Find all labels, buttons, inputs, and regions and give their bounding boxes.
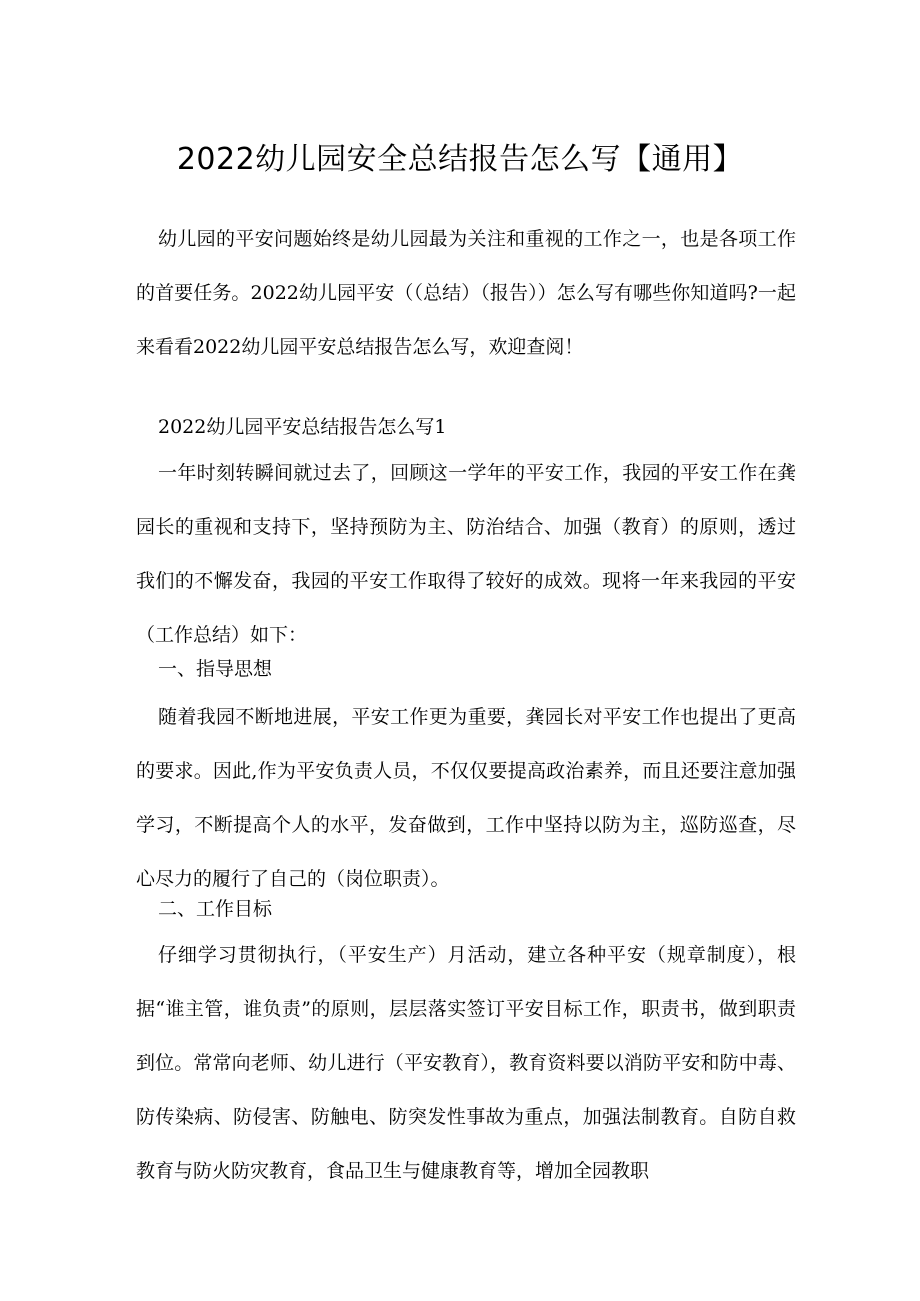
paragraph-guiding-ideology: 随着我园不断地进展，平安工作更为重要，龚园长对平安工作也提出了更高的要求。因此,作为平安负责人员，不仅仅要提高政治素养，而且还要注意加强学习，不断提高个人的水平，发奋做到，工作中坚持以防为主，巡防巡查，尽心尽力的履行了自己的（岗位职责）。	[136, 706, 796, 890]
section-heading: 2022幼儿园平安总结报告怎么写1	[158, 416, 447, 438]
intro-paragraph: 幼儿园的平安问题始终是幼儿园最为关注和重视的工作之一，也是各项工作的首要任务。2022幼儿园平安（（总结）（报告））怎么写有哪些你知道吗?一起来看看2022幼儿园平安总结报告怎么写，欢迎查阅！	[136, 228, 796, 358]
paragraph-work-goal: 仔细学习贯彻执行，（平安生产）月活动，建立各种平安（规章制度），根据“谁主管，谁负责”的原则，层层落实签订平安目标工作，职责书，做到职责到位。常常向老师、幼儿进行（平安教育），教育资料要以消防平安和防中毒、防传染病、防侵害、防触电、防突发性事故为重点，加强法制教育。自防自救教育与防火防灾教育，食品卫生与健康教育等，增加全园教职	[136, 944, 796, 1182]
heading-guiding-ideology: 一、指导思想	[158, 658, 273, 680]
heading-work-goal: 二、工作目标	[158, 898, 273, 920]
document-title: 2022幼儿园安全总结报告怎么写【通用】	[176, 142, 744, 177]
section-paragraph: 一年时刻转瞬间就过去了，回顾这一学年的平安工作，我园的平安工作在龚园长的重视和支持下，坚持预防为主、防治结合、加强（教育）的原则，透过我们的不懈发奋，我园的平安工作取得了较好的成效。现将一年来我园的平安（工作总结）如下：	[136, 462, 796, 646]
